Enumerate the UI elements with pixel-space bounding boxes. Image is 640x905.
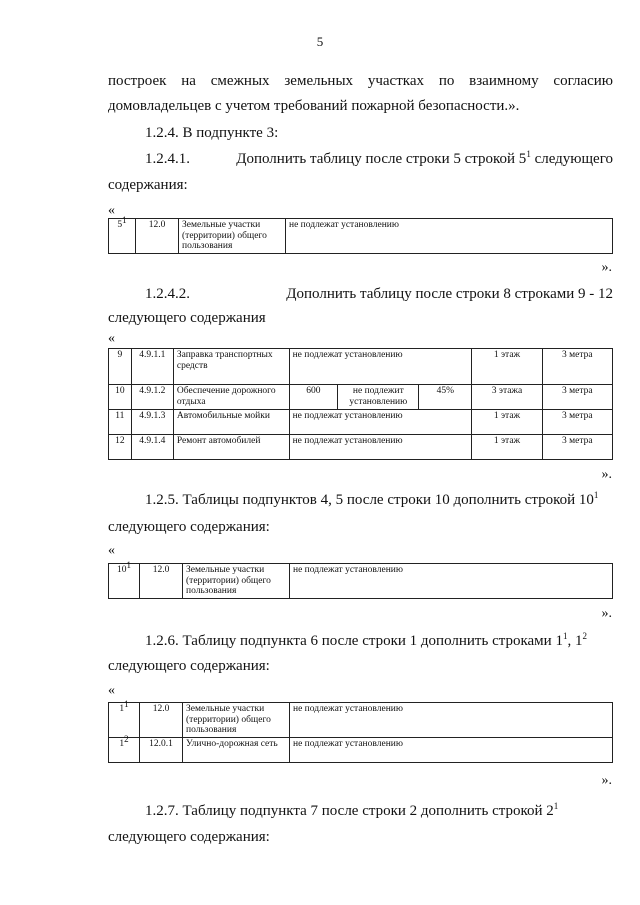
paragraph-line: следующего содержания: xyxy=(108,829,270,845)
table-3 xyxy=(108,560,613,599)
paragraph-line: следующего содержания: xyxy=(108,658,270,674)
section-heading xyxy=(145,285,613,303)
table-row: 11 4.9.1.3 Автомобильные мойки не подлежат установлению 1 этаж 3 метра xyxy=(109,410,613,435)
table-2 xyxy=(108,348,613,460)
paragraph-line: следующего содержания: xyxy=(108,519,270,535)
table-row: $1^1$ 12.0 Земельные участки (территории) общего пользования не подлежат установлению xyxy=(109,703,613,738)
page-number: 5 xyxy=(316,34,324,49)
table-1 xyxy=(108,215,613,254)
open-quote: « xyxy=(108,331,115,346)
close-quote: ». xyxy=(601,260,612,275)
paragraph-line: следующего содержания xyxy=(108,310,266,326)
paragraph-line: домовладельцев с учетом требований пожарной безопасности.». xyxy=(108,98,520,114)
section-heading: 1.2.6. Таблицу подпункта 6 после строки 1 дополнить строками $1^1$, $1^2$ xyxy=(145,631,587,649)
paragraph-line: содержания: xyxy=(108,177,188,193)
section-number: 1.2.4.2. xyxy=(145,286,190,302)
table-row: $1^2$ 12.0.1 Улично-дорожная сеть не подлежат установлению xyxy=(109,738,613,763)
section-heading: 1.2.4. В подпункте 3: xyxy=(145,125,279,141)
section-number: 1.2.4.1. xyxy=(145,151,190,167)
table-row: $10^1$ 12.0 Земельные участки (территории) общего пользования не подлежат установлению xyxy=(109,564,613,599)
table-4 xyxy=(108,699,613,763)
section-text: Дополнить таблицу после строки 8 строками 9 - 12 xyxy=(286,286,613,302)
section-heading: 1.2.5. Таблицы подпунктов 4, 5 после строки 10 дополнить строкой $10^1$ xyxy=(145,490,599,508)
section-heading xyxy=(145,150,613,168)
open-quote: « xyxy=(108,203,115,218)
section-text: Дополнить таблицу после строки 5 строкой $5^1$ следующего xyxy=(236,149,613,167)
close-quote: ». xyxy=(601,606,612,621)
paragraph-line: построек на смежных земельных участках по взаимному согласию xyxy=(108,73,613,89)
table-row: $5^1$ 12.0 Земельные участки (территории) общего пользования не подлежат установлению xyxy=(109,219,613,254)
close-quote: ». xyxy=(601,467,612,482)
section-heading: 1.2.7. Таблицу подпункта 7 после строки 2 дополнить строкой $2^1$ xyxy=(145,801,559,819)
open-quote: « xyxy=(108,543,115,558)
table-row: 12 4.9.1.4 Ремонт автомобилей не подлежат установлению 1 этаж 3 метра xyxy=(109,435,613,460)
table-row: 9 4.9.1.1 Заправка транспортных средств не подлежат установлению 1 этаж 3 метра xyxy=(109,349,613,385)
open-quote: « xyxy=(108,683,115,698)
close-quote: ». xyxy=(601,773,612,788)
table-row: 10 4.9.1.2 Обеспечение дорожного отдыха 600 не подлежит установлению 45% 3 этажа 3 метра xyxy=(109,385,613,410)
